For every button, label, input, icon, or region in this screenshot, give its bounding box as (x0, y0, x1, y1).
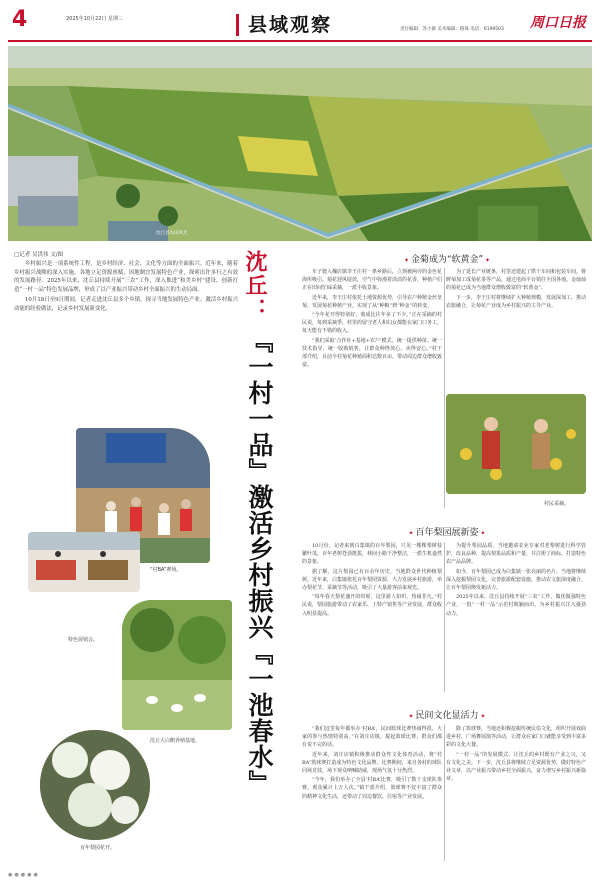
author-byline: □记者 吴洪伟 文/图 (14, 252, 64, 258)
orchard-photo (122, 600, 232, 730)
ornament-icon: ✦ (408, 530, 416, 537)
paragraph: “每年春天梨花盛开的时候，这里游人如织，热闹非凡。”村民说，梨园旅游带动了农家乐、土特产销售等产业发展，群众收入明显提高。 (302, 594, 442, 617)
paragraph: 2025年以来，沈丘县持续开展“三农”工作，做优做强特色产业，一批“一村一品”示范村脱颖而出，为乡村振兴注入强劲动力。 (446, 594, 586, 617)
paragraph: 除了篮球赛，当地还积极挖掘传统民俗文化，组织开展戏曲进乡村、广场舞展演等活动，让群众在家门口就能享受到丰富多彩的文化大餐。 (446, 726, 586, 749)
section-3-column-1 (302, 725, 442, 861)
footer-ornament: ●●●●● (8, 872, 40, 878)
pear-blossom-caption: 百年梨园花开。 (80, 845, 116, 851)
basketball-caption: “村BA”赛场。 (150, 567, 182, 573)
ornament-icon: ✦ (408, 713, 416, 720)
aerial-caption: 沈丘县农田风光 (156, 231, 188, 236)
section-2-column-2 (446, 542, 586, 692)
section-heading-2: ✦ 百年梨园展新姿 ✦ (408, 528, 486, 538)
orchard-caption: 沈丘大白鹅养殖基地。 (150, 738, 201, 744)
section-heading-3: ✦ 民间文化显活力 ✦ (408, 711, 486, 721)
paragraph: 据了解，这片梨园已有百余年历史，当地群众世代种植梨树。近年来，白集镇依托百年梨园资源，大力发展乡村旅游，举办梨花节、采摘节等活动，吸引了大量游客前来观光。 (302, 568, 442, 592)
issue-date: 2025年10月22日 星期三 (66, 16, 124, 22)
column-divider (444, 542, 445, 692)
ornament-icon: ✦ (478, 530, 486, 537)
column-divider (444, 725, 445, 861)
exhibit-photo (28, 532, 140, 592)
paragraph: 10月份，记者来到白集镇的百年梨园，只见一棵棵梨树枝繁叶茂，百年老树苍劲挺拔，林间小路干净整洁，一派生机盎然的景象。 (302, 543, 442, 566)
paragraph: 为提升梨园品质，当地邀请农业专家对老梨树进行科学管护，改良品种，提高梨果品质和产量，并注册了商标，打造特色农产品品牌。 (446, 543, 586, 566)
paragraph: 如今，百年梨园已成为白集镇一张亮丽的名片。当地将继续深入挖掘梨园文化，完善旅游配套设施，推动农文旅深度融合，让百年梨园焕发新活力。 (446, 568, 586, 592)
exhibit-caption: 特色展销会。 (68, 637, 99, 643)
farmer-caption: 村民采摘。 (544, 501, 570, 507)
paragraph: “我们采取‘合作社+基地+农户’模式，统一提供种苗、统一技术指导、统一收购销售，让群众种得放心、卖得安心。”村干部介绍，目前全村菊花种植面积达数百亩，带动周边群众增收致富。 (302, 337, 442, 369)
farmer-picking-photo (446, 394, 586, 494)
section-1-column-1 (302, 268, 442, 508)
aerial-farmland-photo (8, 46, 592, 241)
section-1-column-2 (446, 268, 586, 390)
newspaper-logo: 周口日报 (530, 15, 586, 31)
section-title: 县域观察 (248, 14, 333, 36)
page-number: 4 (12, 7, 28, 32)
masthead-accent-bar (236, 14, 239, 36)
paragraph: 为了延长产业链条，村里还建起了烘干车间和包装车间，将鲜菊加工成菊花茶等产品，通过电商平台销往全国各地。金灿灿的菊花已成为当地群众增收致富的“软黄金”。 (446, 269, 586, 292)
lead-paragraphs (14, 260, 238, 316)
headline-title: 『一村一品』激活乡村振兴『一池春水』 (245, 328, 274, 796)
paragraph: “今年，我们举办了全县‘村BA’比赛，吸引了数十支球队参赛，观众累计上万人次。”镇干部介绍，篮球赛不仅丰富了群众的精神文化生活，还带动了周边餐饮、住宿等产业发展。 (302, 777, 442, 800)
paragraph: 近年来，刘庄店镇积极推动群众性文化体育活动，将“村BA”篮球赛打造成为特色文化品牌。比赛期间，来自各村的球队同场竞技，场下观众呐喊助威，现场气氛十分热烈。 (302, 751, 442, 775)
masthead (8, 4, 592, 44)
ornament-icon: ✦ (478, 713, 486, 720)
section-3-column-2 (446, 725, 586, 861)
paragraph: 近年来，李王庄村依托土地资源优势，引导农户种植金丝皇菊，发展菊花种植产业，实现了从“种粮”到“种金”的转变。 (302, 294, 442, 309)
masthead-rule (8, 40, 592, 42)
paragraph: “今年花开得特别好，收成比往年多了不少。”正在采摘的村民说，每到采摘季，村里的留守老人和妇女都能在家门口务工，每天能有不错的收入。 (302, 312, 442, 335)
paragraph: “我们这里每年都举办‘村BA’，民间篮球比赛热闹得很，大家的参与热情特别高。”在刘庄店镇，提起篮球比赛，群众们都有说不完的话。 (302, 726, 442, 749)
ornament-icon: ✦ (403, 257, 411, 264)
pear-blossom-photo (40, 730, 150, 840)
paragraph: 车子驶入槐店镇李王庄村一条乡路后，立刻被两旁的金色花海所吸引。菊花迎风绽放，空气中弥漫着淡淡的花香，种植户们正在田间忙碌采摘，一派丰收景象。 (302, 269, 442, 292)
lead-paragraph: 10月18日至9日期间，记者走进沈丘县多个乡镇，探寻当地发展特色产业、激活乡村振兴动能的经验做法，记录乡村发展新变化。 (14, 297, 238, 312)
ornament-icon: ✦ (483, 257, 491, 264)
column-divider (444, 268, 445, 508)
headline-place: 沈丘： (242, 250, 268, 322)
lead-paragraph: 乡村振兴是一项系统性工程，是乡村经济、社会、文化等方面的全面振兴。近年来，随着乡村振兴战略的深入实施，各地立足资源禀赋，因地制宜发展特色产业，探索出许多行之有效的发展路径。2025年以来，沈丘县持续开展“三农”工作，深入推进“和美乡村”建设，创新打造“一村一品”特色发展品牌，形成了以产业振兴带动乡村全面振兴的生动局面。 (14, 261, 238, 293)
section-2-column-1 (302, 542, 442, 692)
paragraph: 下一步，李王庄村将继续扩大种植规模，发展深加工，推动农旅融合，让菊花产业成为乡村振兴的主导产业。 (446, 294, 586, 309)
paragraph: “一村一品”的发展模式，让沈丘的乡村既有产业之兴，又有文化之美。下一步，沈丘县将继续立足资源优势，做好特色产业文章，以产业振兴带动乡村全面振兴，奋力谱写乡村振兴新篇章。 (446, 751, 586, 783)
editor-credits: 责任编辑：苏小静 美术编辑：路珠 电话：6199503 (400, 27, 504, 32)
section-heading-1: ✦ 金菊成为“软黄金” ✦ (403, 255, 491, 265)
